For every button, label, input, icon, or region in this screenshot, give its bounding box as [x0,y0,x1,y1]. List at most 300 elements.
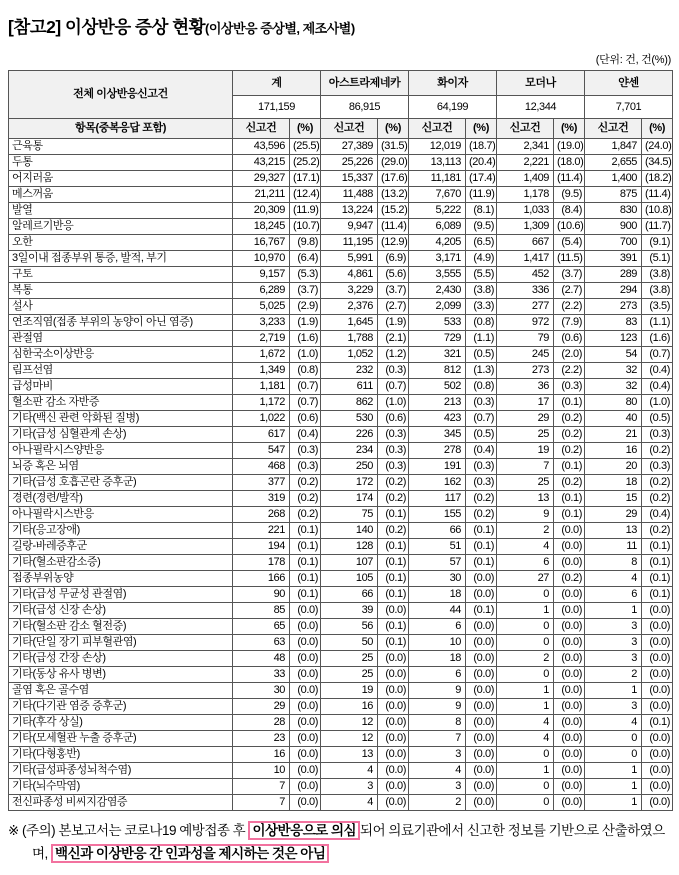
table-row [9,539,673,555]
count-cell: 155 [409,507,466,523]
count-cell: 25 [321,651,378,667]
table-row [9,587,673,603]
count-cell: 547 [233,443,290,459]
symptom-label: 복통 [9,283,233,299]
percent-cell: (0.3) [290,459,321,475]
count-cell: 4 [497,731,554,747]
count-column-label: 신고건 [585,119,642,139]
count-cell: 1 [497,699,554,715]
count-cell: 830 [585,203,642,219]
symptom-label: 어지러움 [9,171,233,187]
table-row [9,235,673,251]
percent-cell: (1.6) [290,331,321,347]
count-column-label: 신고건 [321,119,378,139]
count-cell: 10 [233,763,290,779]
percent-cell: (0.6) [290,411,321,427]
count-cell: 1,672 [233,347,290,363]
percent-cell: (1.0) [642,395,673,411]
percent-cell: (0.6) [554,331,585,347]
count-cell: 1,181 [233,379,290,395]
table-row [9,683,673,699]
count-cell: 1,022 [233,411,290,427]
percent-cell: (0.0) [378,699,409,715]
percent-cell: (19.0) [554,139,585,155]
count-cell: 4,205 [409,235,466,251]
count-column-label: 신고건 [497,119,554,139]
count-cell: 12,019 [409,139,466,155]
symptom-label: 메스꺼움 [9,187,233,203]
count-cell: 117 [409,491,466,507]
count-cell: 319 [233,491,290,507]
percent-cell: (1.3) [466,363,497,379]
symptom-label: 접종부위농양 [9,571,233,587]
count-cell: 3 [409,747,466,763]
count-cell: 1,172 [233,395,290,411]
percent-cell: (0.0) [378,795,409,811]
count-cell: 6 [497,555,554,571]
count-cell: 20 [585,459,642,475]
count-cell: 25 [321,667,378,683]
count-cell: 5,025 [233,299,290,315]
percent-cell: (3.8) [466,283,497,299]
count-cell: 1 [497,683,554,699]
table-row [9,651,673,667]
percent-cell: (0.0) [378,683,409,699]
count-column-label: 신고건 [409,119,466,139]
count-cell: 1 [585,683,642,699]
count-cell: 0 [497,747,554,763]
percent-cell: (0.0) [554,795,585,811]
count-cell: 9,157 [233,267,290,283]
table-row [9,779,673,795]
percent-cell: (4.9) [466,251,497,267]
count-cell: 452 [497,267,554,283]
symptom-label: 아나필락시스양반응 [9,443,233,459]
count-cell: 1,788 [321,331,378,347]
count-cell: 729 [409,331,466,347]
count-cell: 321 [409,347,466,363]
count-cell: 0 [497,779,554,795]
count-cell: 530 [321,411,378,427]
col-header-janssen: 얀센 [585,71,673,96]
count-cell: 16 [321,699,378,715]
count-cell: 43,596 [233,139,290,155]
count-cell: 3 [585,619,642,635]
percent-cell: (0.0) [290,603,321,619]
count-cell: 25,226 [321,155,378,171]
table-row [9,763,673,779]
percent-cell: (0.0) [554,539,585,555]
symptom-label: 두통 [9,155,233,171]
percent-cell: (0.2) [642,475,673,491]
percent-cell: (0.1) [290,539,321,555]
percent-cell: (0.0) [378,603,409,619]
percent-cell: (10.6) [554,219,585,235]
percent-cell: (0.0) [554,603,585,619]
table-row [9,427,673,443]
count-cell: 4 [497,539,554,555]
percent-cell: (0.1) [642,571,673,587]
count-cell: 6 [409,619,466,635]
percent-cell: (0.1) [290,523,321,539]
percent-cell: (13.2) [378,187,409,203]
percent-cell: (0.1) [642,555,673,571]
percent-cell: (0.0) [290,795,321,811]
percent-cell: (1.9) [290,315,321,331]
symptom-label: 기타(응고장애) [9,523,233,539]
symptom-label: 기타(단일 장기 피부혈관염) [9,635,233,651]
table-row [9,251,673,267]
percent-cell: (0.0) [642,683,673,699]
percent-cell: (0.0) [642,731,673,747]
table-row [9,155,673,171]
table-row [9,379,673,395]
table-row [9,187,673,203]
table-row [9,363,673,379]
percent-cell: (0.0) [554,555,585,571]
count-cell: 174 [321,491,378,507]
table-row [9,315,673,331]
count-cell: 7 [409,731,466,747]
count-cell: 4 [497,715,554,731]
count-cell: 700 [585,235,642,251]
percent-cell: (0.2) [290,507,321,523]
percent-cell: (0.2) [466,507,497,523]
count-cell: 7 [233,779,290,795]
percent-cell: (0.1) [642,539,673,555]
count-cell: 29 [585,507,642,523]
col-header-astrazeneca: 아스트라제네카 [321,71,409,96]
percent-cell: (9.1) [642,235,673,251]
percent-cell: (0.0) [642,667,673,683]
percent-cell: (0.1) [378,539,409,555]
percent-cell: (6.4) [290,251,321,267]
count-cell: 140 [321,523,378,539]
count-cell: 23 [233,731,290,747]
count-cell: 213 [409,395,466,411]
percent-cell: (0.1) [290,587,321,603]
percent-cell: (9.5) [466,219,497,235]
percent-cell: (0.7) [642,347,673,363]
percent-cell: (3.7) [378,283,409,299]
count-cell: 6,089 [409,219,466,235]
count-cell: 5,991 [321,251,378,267]
percent-cell: (0.0) [378,747,409,763]
count-cell: 294 [585,283,642,299]
percent-cell: (18.0) [554,155,585,171]
count-cell: 43,215 [233,155,290,171]
count-cell: 533 [409,315,466,331]
percent-cell: (18.7) [466,139,497,155]
percent-cell: (9.5) [554,187,585,203]
count-cell: 11,181 [409,171,466,187]
count-cell: 29,327 [233,171,290,187]
percent-cell: (3.5) [642,299,673,315]
percent-cell: (0.0) [290,635,321,651]
symptom-label: 기타(급성 신장 손상) [9,603,233,619]
symptom-label: 3일이내 접종부위 통증, 발적, 부기 [9,251,233,267]
percent-cell: (2.2) [554,363,585,379]
count-cell: 166 [233,571,290,587]
count-cell: 16 [233,747,290,763]
count-cell: 278 [409,443,466,459]
percent-cell: (3.7) [290,283,321,299]
percent-cell: (9.8) [290,235,321,251]
count-cell: 27,389 [321,139,378,155]
percent-cell: (5.6) [378,267,409,283]
symptom-label: 관절염 [9,331,233,347]
percent-cell: (0.0) [554,779,585,795]
percent-cell: (0.0) [290,683,321,699]
symptom-label: 발열 [9,203,233,219]
symptom-label: 전신파종성 비씨지감염증 [9,795,233,811]
count-cell: 66 [409,523,466,539]
count-cell: 79 [497,331,554,347]
percent-cell: (0.3) [378,427,409,443]
count-cell: 1,052 [321,347,378,363]
count-cell: 13,113 [409,155,466,171]
percent-cell: (0.3) [466,395,497,411]
page-title-main: [참고2] 이상반응 증상 현황 [8,17,206,37]
percent-cell: (0.2) [290,491,321,507]
symptom-label: 뇌증 혹은 뇌염 [9,459,233,475]
percent-cell: (5.1) [642,251,673,267]
percent-cell: (1.2) [378,347,409,363]
count-cell: 172 [321,475,378,491]
percent-cell: (0.8) [290,363,321,379]
subheader-row [9,119,673,139]
count-cell: 6 [409,667,466,683]
percent-cell: (0.4) [642,363,673,379]
percent-cell: (0.4) [642,507,673,523]
count-cell: 2,719 [233,331,290,347]
count-cell: 234 [321,443,378,459]
percent-cell: (0.0) [642,795,673,811]
symptom-label: 기타(급성 심혈관계 손상) [9,427,233,443]
symptom-label: 아나필락시스반응 [9,507,233,523]
total-count-all: 171,159 [233,96,321,119]
count-cell: 4 [585,571,642,587]
count-cell: 1,417 [497,251,554,267]
count-cell: 0 [585,747,642,763]
percent-cell: (20.4) [466,155,497,171]
percent-cell: (2.1) [378,331,409,347]
pct-column-label: (%) [554,119,585,139]
percent-cell: (0.0) [466,587,497,603]
percent-cell: (0.2) [378,475,409,491]
percent-cell: (25.5) [290,139,321,155]
percent-cell: (1.0) [290,347,321,363]
percent-cell: (0.2) [554,475,585,491]
table-row [9,171,673,187]
count-cell: 54 [585,347,642,363]
count-cell: 1,409 [497,171,554,187]
percent-cell: (0.2) [554,427,585,443]
percent-cell: (0.0) [290,763,321,779]
pct-column-label: (%) [466,119,497,139]
count-cell: 16,767 [233,235,290,251]
count-cell: 3,233 [233,315,290,331]
percent-cell: (0.2) [378,491,409,507]
count-cell: 1,309 [497,219,554,235]
percent-cell: (0.0) [466,667,497,683]
symptom-label: 기타(다형홍반) [9,747,233,763]
percent-cell: (0.0) [554,587,585,603]
total-count-pfizer: 64,199 [409,96,497,119]
count-cell: 13 [497,491,554,507]
count-cell: 1,033 [497,203,554,219]
count-cell: 4 [409,763,466,779]
count-cell: 50 [321,635,378,651]
percent-cell: (0.0) [642,635,673,651]
percent-cell: (0.2) [466,491,497,507]
count-cell: 0 [585,731,642,747]
percent-cell: (10.8) [642,203,673,219]
symptom-label: 기타(급성파종성뇌척수염) [9,763,233,779]
count-cell: 423 [409,411,466,427]
symptom-label: 기타(뇌수막염) [9,779,233,795]
percent-cell: (11.9) [290,203,321,219]
count-cell: 245 [497,347,554,363]
percent-cell: (3.8) [642,267,673,283]
count-cell: 9 [497,507,554,523]
percent-cell: (0.7) [378,379,409,395]
table-row [9,267,673,283]
count-cell: 9 [409,699,466,715]
percent-cell: (0.1) [642,715,673,731]
percent-cell: (0.0) [290,699,321,715]
percent-cell: (0.7) [290,395,321,411]
percent-cell: (17.1) [290,171,321,187]
page-title [8,14,671,39]
count-cell: 2,221 [497,155,554,171]
count-cell: 3,555 [409,267,466,283]
table-row [9,699,673,715]
count-cell: 32 [585,363,642,379]
count-cell: 3 [321,779,378,795]
count-cell: 611 [321,379,378,395]
count-cell: 66 [321,587,378,603]
percent-cell: (0.0) [554,635,585,651]
percent-cell: (2.0) [554,347,585,363]
symptom-label: 급성마비 [9,379,233,395]
percent-cell: (1.0) [378,395,409,411]
count-cell: 268 [233,507,290,523]
percent-cell: (0.5) [466,427,497,443]
count-cell: 345 [409,427,466,443]
count-cell: 191 [409,459,466,475]
count-cell: 8 [585,555,642,571]
percent-cell: (0.1) [378,587,409,603]
percent-cell: (11.4) [642,187,673,203]
percent-cell: (11.4) [378,219,409,235]
symptom-label: 기타(동상 유사 병변) [9,667,233,683]
percent-cell: (0.0) [466,571,497,587]
count-cell: 18,245 [233,219,290,235]
count-cell: 6,289 [233,283,290,299]
count-cell: 20,309 [233,203,290,219]
count-cell: 21 [585,427,642,443]
count-cell: 0 [497,619,554,635]
percent-cell: (11.5) [554,251,585,267]
percent-cell: (0.0) [378,731,409,747]
table-row [9,507,673,523]
percent-cell: (0.8) [466,315,497,331]
percent-cell: (5.4) [554,235,585,251]
count-cell: 3,229 [321,283,378,299]
percent-cell: (0.2) [554,411,585,427]
percent-cell: (0.3) [642,459,673,475]
count-cell: 29 [497,411,554,427]
adverse-reaction-table [8,70,673,811]
symptom-label: 알레르기반응 [9,219,233,235]
count-cell: 85 [233,603,290,619]
percent-cell: (0.0) [642,747,673,763]
count-cell: 33 [233,667,290,683]
symptom-label: 기타(후각 상실) [9,715,233,731]
percent-cell: (0.1) [554,459,585,475]
percent-cell: (17.6) [378,171,409,187]
count-cell: 40 [585,411,642,427]
percent-cell: (0.1) [554,507,585,523]
table-row [9,459,673,475]
percent-cell: (8.1) [466,203,497,219]
count-cell: 30 [233,683,290,699]
count-cell: 1 [497,603,554,619]
symptom-label: 림프선염 [9,363,233,379]
percent-cell: (0.3) [466,475,497,491]
unit-note: (단위: 건, 건(%)) [595,54,671,66]
total-count-janssen: 7,701 [585,96,673,119]
count-cell: 11,195 [321,235,378,251]
count-cell: 2 [585,667,642,683]
count-cell: 3 [585,651,642,667]
percent-cell: (31.5) [378,139,409,155]
percent-cell: (1.9) [378,315,409,331]
percent-cell: (0.2) [554,443,585,459]
footnote-text: 되어 의료기관에서 신고한 정보를 기반으로 산출하였으며, [32,823,665,861]
symptom-label: 기타(다기관 염증 증후군) [9,699,233,715]
count-cell: 8 [409,715,466,731]
percent-cell: (8.4) [554,203,585,219]
percent-cell: (0.0) [554,651,585,667]
table-row [9,715,673,731]
percent-cell: (0.0) [378,763,409,779]
table-row [9,747,673,763]
table-row [9,283,673,299]
count-cell: 4 [321,795,378,811]
percent-cell: (0.0) [378,651,409,667]
table-row [9,203,673,219]
percent-cell: (0.3) [466,459,497,475]
percent-cell: (7.9) [554,315,585,331]
count-cell: 1,847 [585,139,642,155]
percent-cell: (3.8) [642,283,673,299]
count-cell: 39 [321,603,378,619]
percent-cell: (0.0) [554,619,585,635]
count-cell: 194 [233,539,290,555]
count-cell: 19 [321,683,378,699]
percent-cell: (2.7) [554,283,585,299]
count-cell: 2 [409,795,466,811]
table-row [9,731,673,747]
count-cell: 25 [497,475,554,491]
footnote-highlight-causality: 백신과 이상반응 간 인과성을 제시하는 것은 아님 [51,844,329,863]
pct-column-label: (%) [378,119,409,139]
percent-cell: (0.0) [378,715,409,731]
percent-cell: (0.0) [290,779,321,795]
page-title-sub: (이상반응 증상별, 제조사별) [205,21,355,36]
